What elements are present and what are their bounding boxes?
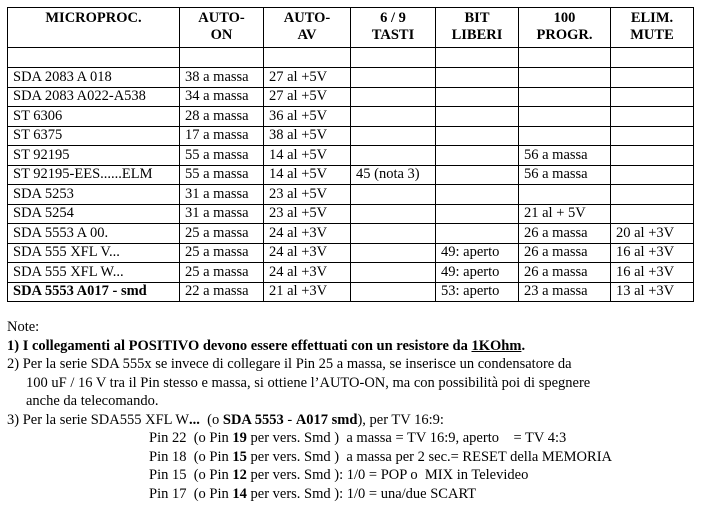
table-row (8, 204, 694, 224)
table-cell (519, 126, 611, 146)
table-cell (351, 87, 436, 107)
table-cell: 26 a massa (519, 243, 611, 263)
table-row (8, 224, 694, 244)
table-cell (351, 146, 436, 166)
note-2-line-3: anche da telecomando. (26, 393, 159, 409)
table-cell (436, 224, 519, 244)
table-cell: 17 a massa (180, 126, 264, 146)
table-cell (611, 126, 694, 146)
table-cell: 21 al + 5V (519, 204, 611, 224)
notes-title: Note: (7, 319, 40, 335)
table-cell: 25 a massa (180, 263, 264, 283)
table-cell (611, 204, 694, 224)
table-cell: 20 al +3V (611, 224, 694, 244)
table-cell: 24 al +3V (264, 243, 351, 263)
note-3: 3) Per la serie SDA555 XFL W... (o SDA 5553 - A017 smd), per TV 16:9: (7, 411, 444, 428)
table-cell: 38 al +5V (264, 126, 351, 146)
microprocessor-table (7, 7, 694, 302)
table-cell: 55 a massa (180, 146, 264, 166)
table-cell: 49: aperto (436, 243, 519, 263)
table-row (8, 126, 694, 146)
table-cell (519, 68, 611, 88)
table-cell (351, 224, 436, 244)
table-cell: 31 a massa (180, 185, 264, 205)
cell-microproc: SDA 5253 (8, 185, 180, 205)
table-cell: 22 a massa (180, 282, 264, 302)
table-cell (351, 282, 436, 302)
table-cell: 36 al +5V (264, 107, 351, 127)
cell-microproc: ST 6306 (8, 107, 180, 127)
table-cell: 23 al +5V (264, 204, 351, 224)
table-cell: 26 a massa (519, 224, 611, 244)
resistor-value: 1KOhm (471, 337, 522, 354)
cell-microproc: ST 6375 (8, 126, 180, 146)
table-row (8, 165, 694, 185)
cell-microproc: SDA 2083 A022-A538 (8, 87, 180, 107)
table-cell: 23 al +5V (264, 185, 351, 205)
table-cell (436, 87, 519, 107)
table-cell: 21 al +3V (264, 282, 351, 302)
cell-microproc: SDA 555 XFL V... (8, 243, 180, 263)
header-bit-liberi: BIT LIBERI (436, 8, 519, 48)
table-cell (436, 107, 519, 127)
table-cell (519, 107, 611, 127)
table-row (8, 87, 694, 107)
pin-line: Pin 18 (o Pin 15 per vers. Smd ) a massa per 2 sec.= RESET della MEMORIA (149, 448, 612, 465)
pin-line: Pin 17 (o Pin 14 per vers. Smd ): 1/0 = una/due SCART (149, 485, 477, 502)
note-1: 1) I collegamenti al POSITIVO devono essere effettuati con un resistore da 1KOhm. (7, 337, 526, 354)
table-cell: 13 al +3V (611, 282, 694, 302)
table-header-row (8, 8, 694, 48)
cell-microproc: SDA 5254 (8, 204, 180, 224)
table-cell: 45 (nota 3) (351, 165, 436, 185)
table-row (8, 185, 694, 205)
table-cell (611, 146, 694, 166)
header-progr: 100 PROGR. (519, 8, 611, 48)
table-row (8, 243, 694, 263)
table-cell: 27 al +5V (264, 68, 351, 88)
table-cell (351, 243, 436, 263)
table-cell (611, 87, 694, 107)
table-cell: 26 a massa (519, 263, 611, 283)
table-cell (611, 185, 694, 205)
table-row (8, 107, 694, 127)
cell-microproc: SDA 5553 A017 - smd (8, 282, 180, 302)
table-row (8, 263, 694, 283)
table-cell (436, 68, 519, 88)
table-cell (436, 185, 519, 205)
table-cell: 25 a massa (180, 243, 264, 263)
note-2-line-1: 2) Per la serie SDA 555x se invece di collegare il Pin 25 a massa, se inserisce un condensatore da (7, 356, 572, 372)
table-cell (351, 68, 436, 88)
pin-line: Pin 22 (o Pin 19 per vers. Smd ) a massa = TV 16:9, aperto = TV 4:3 (149, 430, 567, 446)
cell-microproc: SDA 5553 A 00. (8, 224, 180, 244)
pin-line: Pin 15 (o Pin 12 per vers. Smd ): 1/0 = POP o MIX in Televideo (149, 467, 529, 483)
blank-row (8, 48, 694, 68)
table-cell: 53: aperto (436, 282, 519, 302)
table-cell: 56 a massa (519, 165, 611, 185)
table-cell (351, 204, 436, 224)
table-cell (611, 107, 694, 127)
notes-section (7, 318, 707, 503)
table-cell: 16 al +3V (611, 263, 694, 283)
table-cell: 31 a massa (180, 204, 264, 224)
table-cell (351, 263, 436, 283)
table-cell (436, 165, 519, 185)
table-cell (519, 87, 611, 107)
table-cell: 38 a massa (180, 68, 264, 88)
table-row (8, 68, 694, 88)
cell-microproc: SDA 555 XFL W... (8, 263, 180, 283)
table-cell: 14 al +5V (264, 146, 351, 166)
header-microproc: MICROPROC. (8, 8, 180, 48)
table-cell (611, 68, 694, 88)
cell-microproc: SDA 2083 A 018 (8, 68, 180, 88)
header-elim-mute: ELIM. MUTE (611, 8, 694, 48)
table-row (8, 146, 694, 166)
table-cell: 14 al +5V (264, 165, 351, 185)
table-cell (611, 165, 694, 185)
table-row (8, 282, 694, 302)
table-cell (519, 185, 611, 205)
cell-microproc: ST 92195 (8, 146, 180, 166)
table-cell: 25 a massa (180, 224, 264, 244)
table-cell: 24 al +3V (264, 263, 351, 283)
cell-microproc: ST 92195-EES......ELM (8, 165, 180, 185)
table-cell: 28 a massa (180, 107, 264, 127)
table-cell (351, 107, 436, 127)
table-cell (436, 126, 519, 146)
table-cell: 56 a massa (519, 146, 611, 166)
table-cell: 24 al +3V (264, 224, 351, 244)
table-cell: 16 al +3V (611, 243, 694, 263)
header-auto-av: AUTO- AV (264, 8, 351, 48)
table-cell: 27 al +5V (264, 87, 351, 107)
table-cell: 49: aperto (436, 263, 519, 283)
table-cell: 55 a massa (180, 165, 264, 185)
table-cell (351, 185, 436, 205)
note-2-line-2: 100 uF / 16 V tra il Pin stesso e massa, si ottiene l’AUTO-ON, ma con possibilità poi di spegnere (26, 374, 591, 391)
table-cell (436, 146, 519, 166)
table-cell (351, 126, 436, 146)
table-cell: 23 a massa (519, 282, 611, 302)
table-cell (436, 204, 519, 224)
header-auto-on: AUTO- ON (180, 8, 264, 48)
table-cell: 34 a massa (180, 87, 264, 107)
header-tasti: 6 / 9 TASTI (351, 8, 436, 48)
